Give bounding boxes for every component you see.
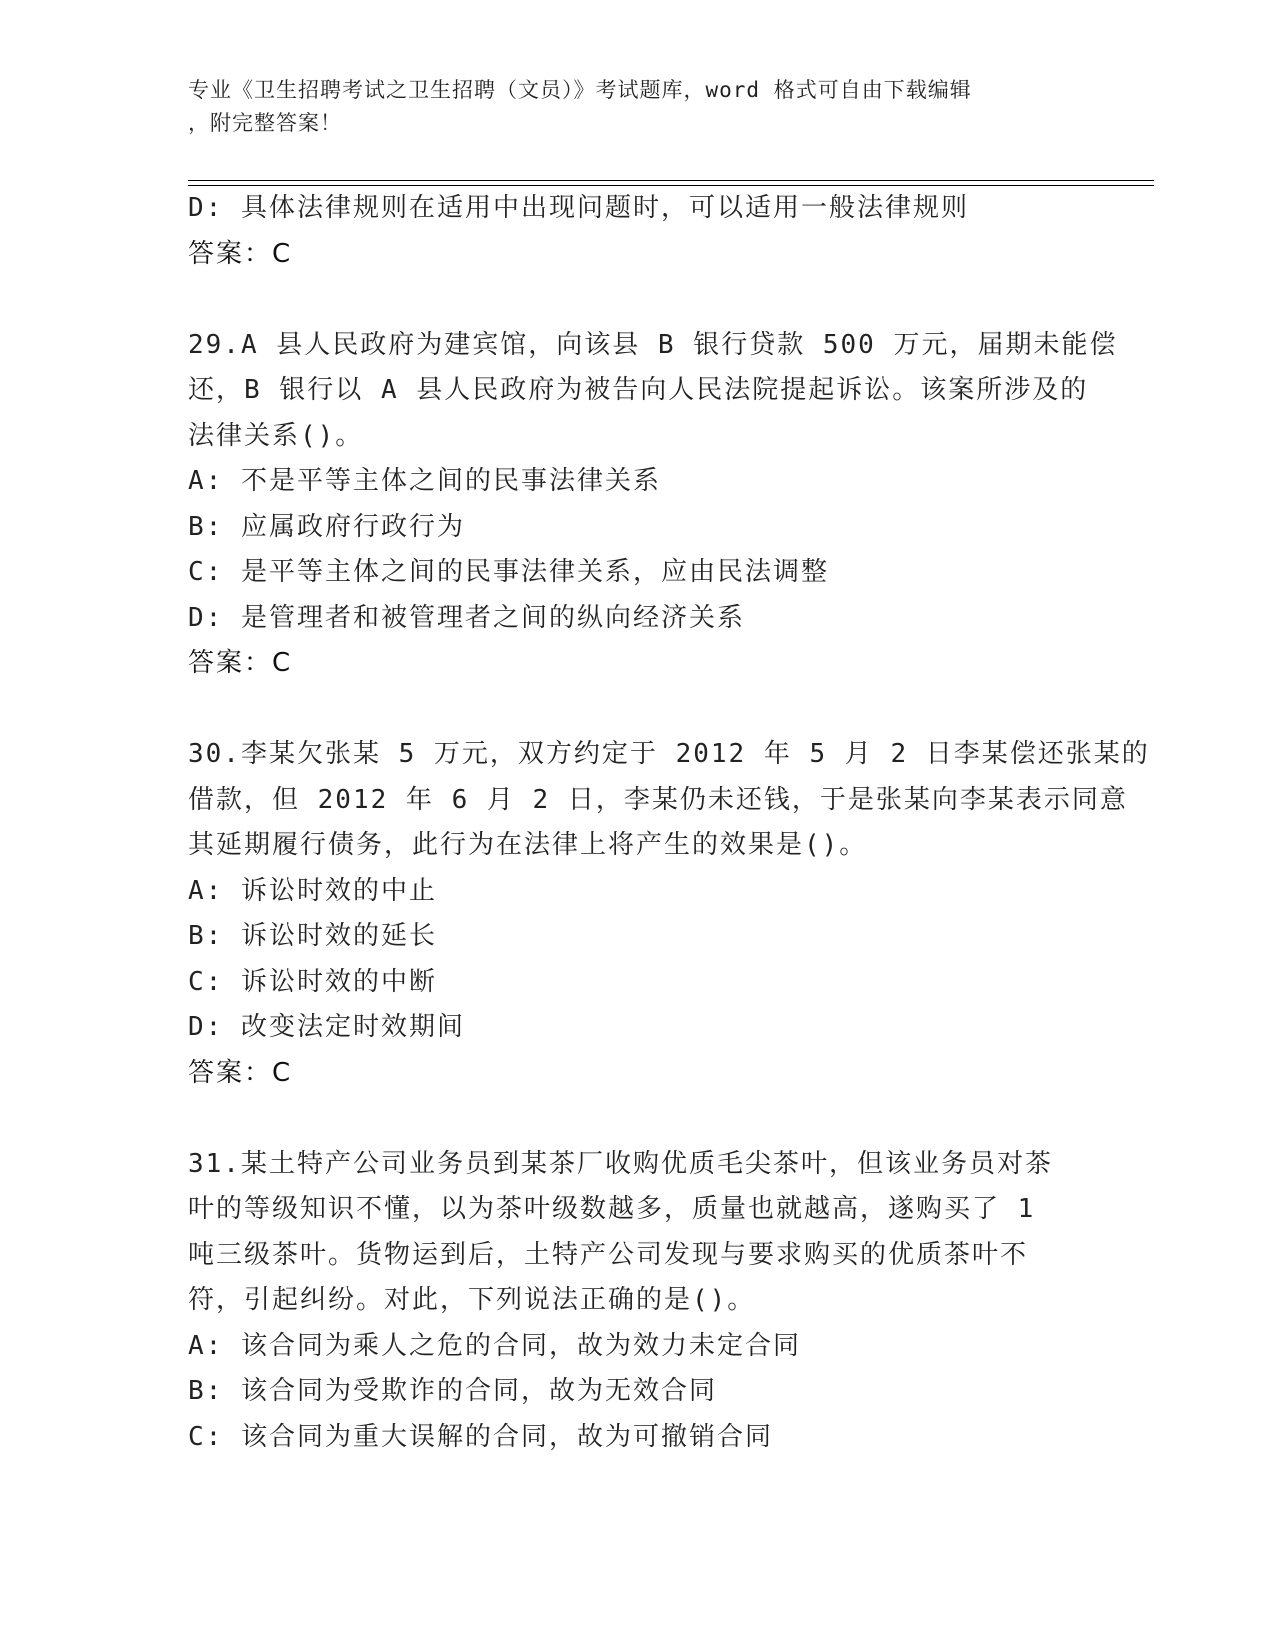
option-c: C: 该合同为重大误解的合同，故为可撤销合同	[188, 1421, 773, 1452]
carryover-option-d: D: 具体法律规则在适用中出现问题时，可以适用一般法律规则	[188, 193, 969, 223]
question-content	[188, 186, 1150, 1460]
question-31	[188, 1142, 1088, 1461]
question-stem-line: 还，B 银行以 A 县人民政府为被告向人民法院提起诉讼。该案所涉及的	[188, 375, 1089, 405]
option-c: C: 是平等主体之间的民事法律关系，应由民法调整	[188, 557, 829, 587]
option-d: D: 改变法定时效期间	[188, 1012, 465, 1042]
question-stem-line: 法律关系()。	[188, 420, 364, 451]
option-a: A: 诉讼时效的中止	[188, 875, 437, 906]
page-header	[188, 74, 1068, 140]
option-b: B: 诉讼时效的延长	[188, 921, 437, 951]
spacer	[188, 277, 1088, 323]
option-a: A: 不是平等主体之间的民事法律关系	[188, 466, 661, 496]
answer: 答案：C	[188, 1057, 293, 1088]
question-stem-line: 借款，但 2012 年 6 月 2 日，李某仍未还钱，于是张某向李某表示同意	[188, 784, 1128, 815]
spacer	[188, 687, 1088, 733]
question-stem-line: 符，引起纠纷。对此，下列说法正确的是()。	[188, 1285, 756, 1315]
header-line-2: ，附完整答案！	[188, 111, 342, 135]
question-stem-line: 30.李某欠张某 5 万元，双方约定于 2012 年 5 月 2 日李某偿还张某的	[188, 739, 1150, 769]
question-stem-line: 29.A 县人民政府为建宾馆，向该县 B 银行贷款 500 万元，届期未能偿	[188, 329, 1118, 360]
option-c: C: 诉讼时效的中断	[188, 966, 437, 997]
header-line-1: 专业《卫生招聘考试之卫生招聘（文员）》考试题库，word 格式可自由下载编辑	[188, 78, 972, 102]
question-29	[188, 323, 1118, 687]
question-30	[188, 732, 1150, 1096]
header-divider-top	[188, 180, 1154, 181]
question-stem-line: 其延期履行债务，此行为在法律上将产生的效果是()。	[188, 830, 868, 860]
option-a: A: 该合同为乘人之危的合同，故为效力未定合同	[188, 1330, 801, 1361]
question-stem-line: 吨三级茶叶。货物运到后，土特产公司发现与要求购买的优质茶叶不	[188, 1239, 1029, 1270]
question-stem-line: 叶的等级知识不懂，以为茶叶级数越多，质量也就越高，遂购买了 1	[188, 1194, 1036, 1224]
answer: 答案：C	[188, 648, 293, 678]
question-stem-line: 31.某土特产公司业务员到某茶厂收购优质毛尖茶叶，但该业务员对茶	[188, 1148, 1053, 1179]
carryover-answer: 答案：C	[188, 238, 293, 269]
option-d: D: 是管理者和被管理者之间的纵向经济关系	[188, 602, 745, 633]
option-b: B: 应属政府行政行为	[188, 511, 465, 542]
spacer	[188, 1096, 1088, 1142]
option-b: B: 该合同为受欺诈的合同，故为无效合同	[188, 1376, 717, 1406]
